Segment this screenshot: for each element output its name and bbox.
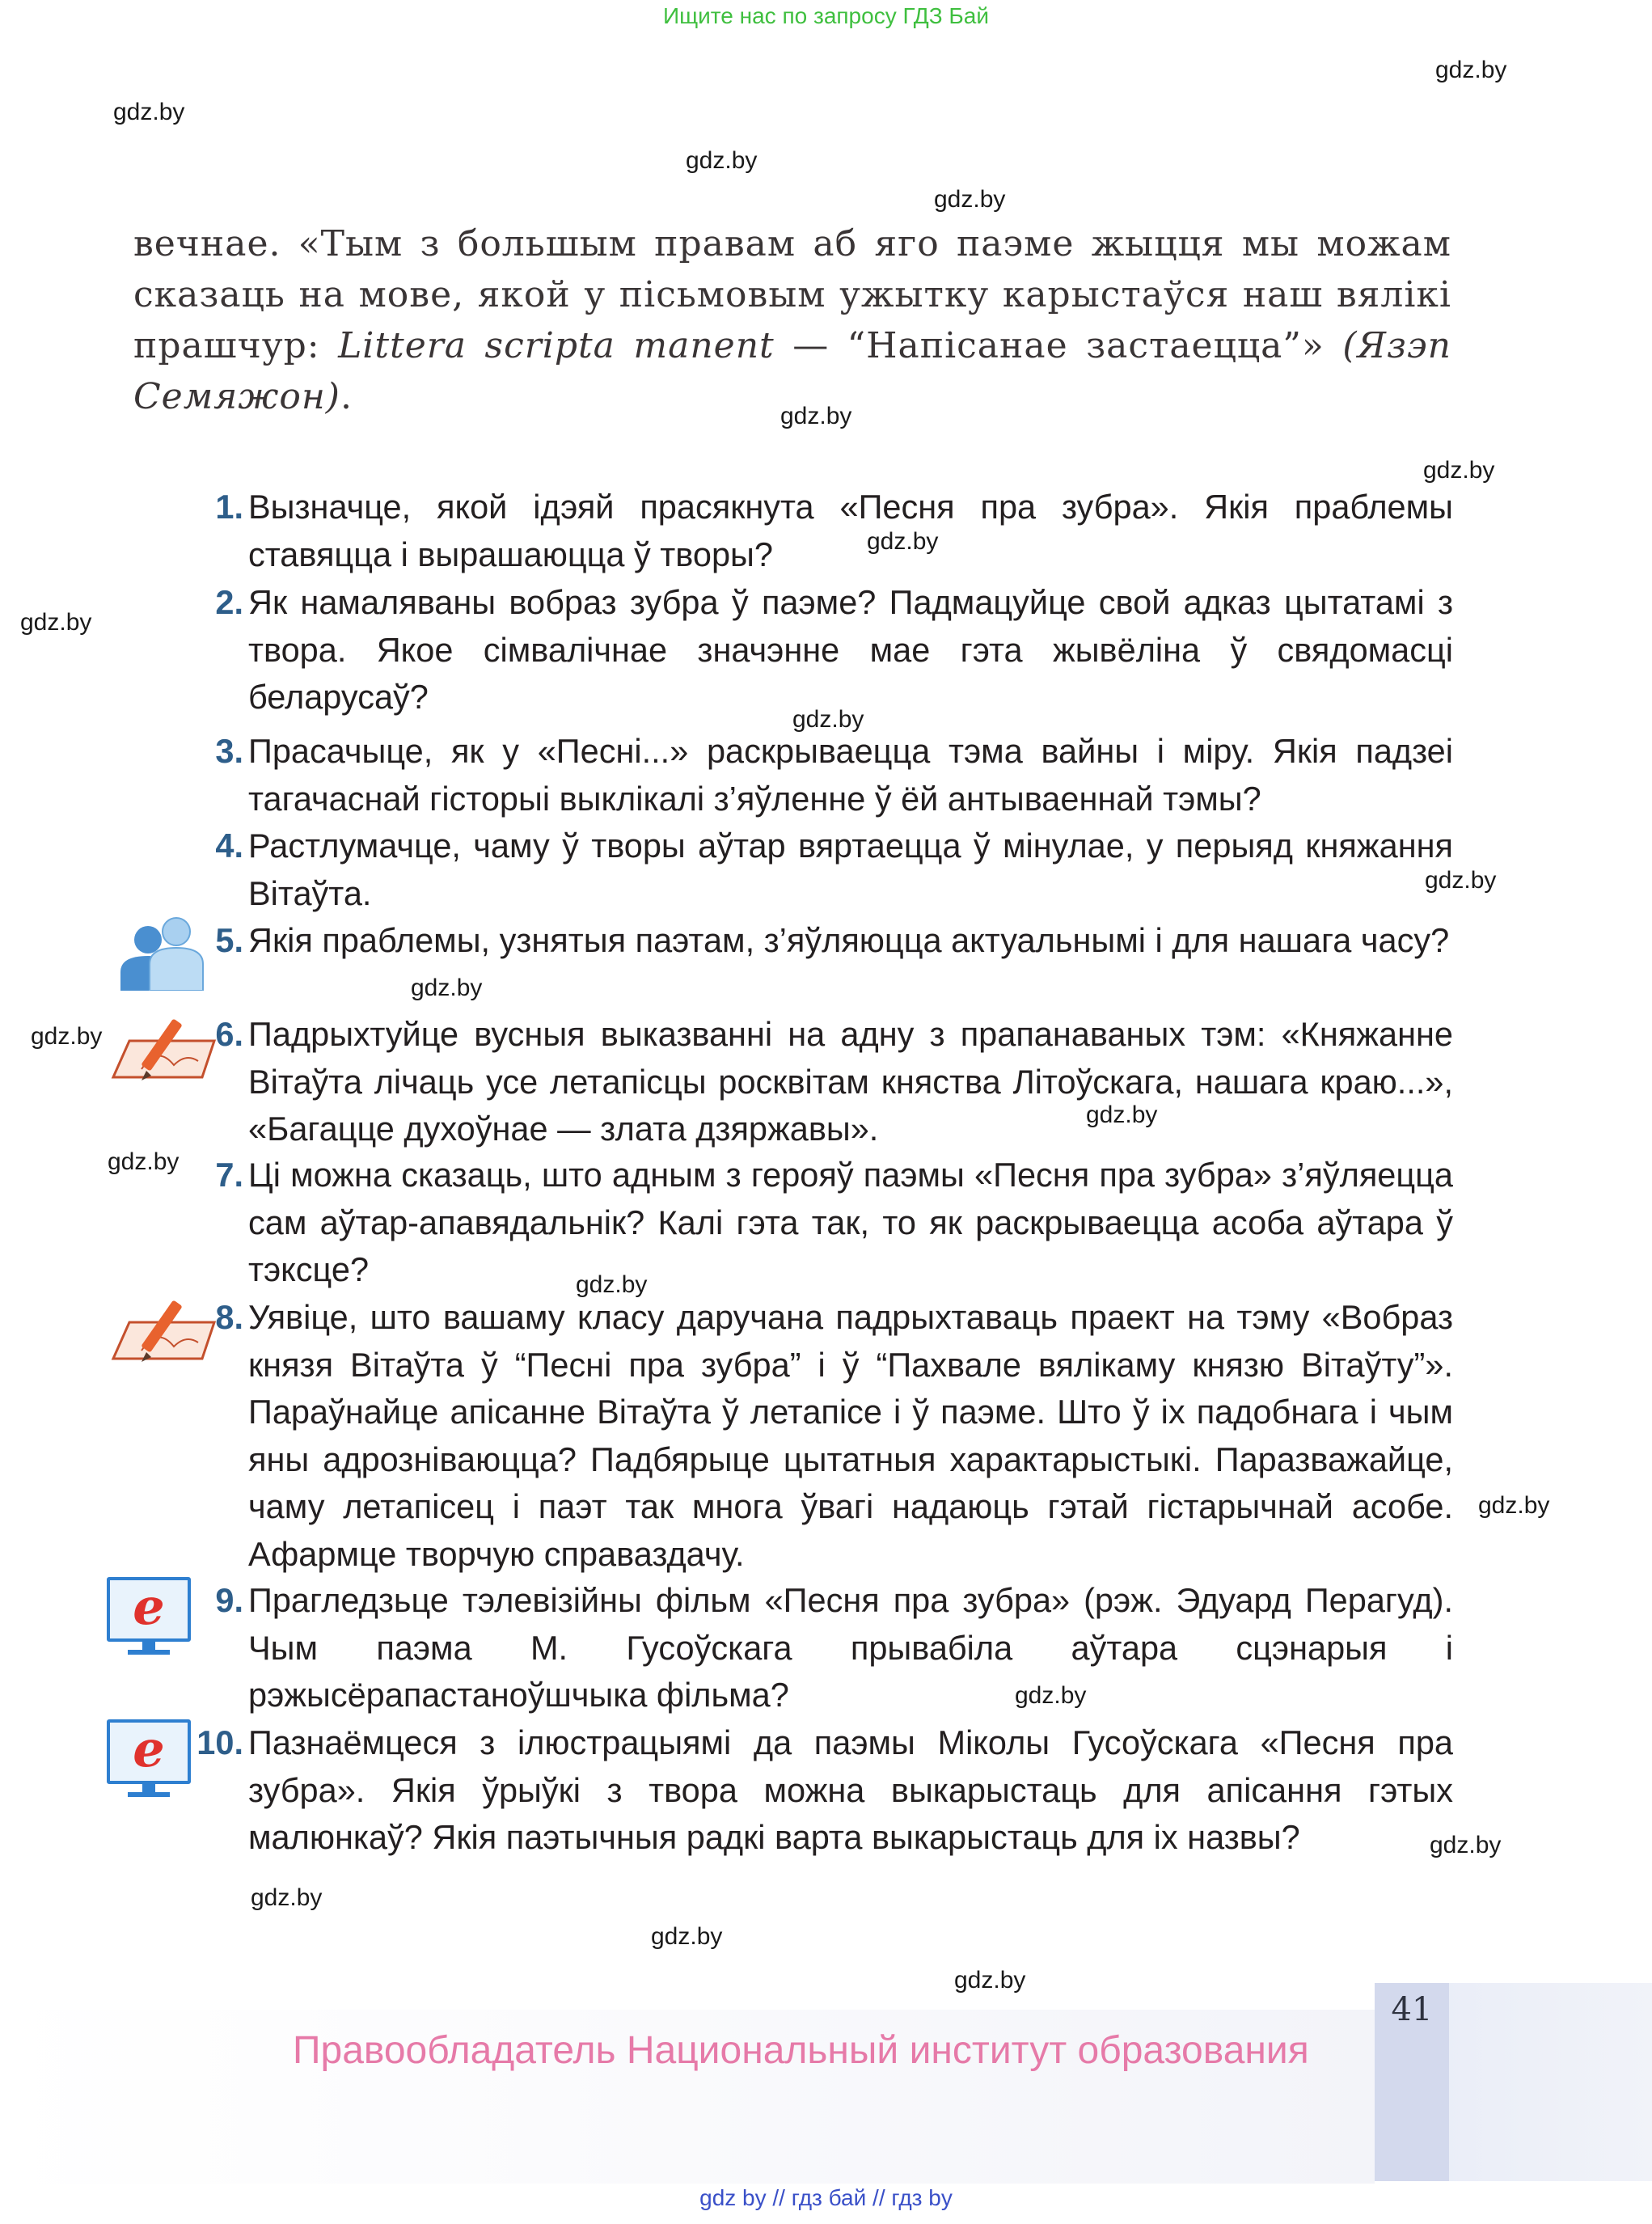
watermark: gdz.by [1423,457,1495,484]
question-item [215,484,1453,578]
question-text: Як намаляваны вобраз зубра ў паэме? Падмацуйце свой адказ цытатамі з твора. Якое сімвалічнае значэнне мае гэта жывёліна ў свядомасці беларусаў? [248,583,1453,716]
question-text: Ці можна сказаць, што адным з герояў паэмы «Песня пра зубра» з’яўляецца сам аўтар-апавядальнік? Калі гэта так, то як раскрываецца асоба аўтара ў тэксце? [248,1156,1453,1288]
watermark: gdz.by [108,1148,180,1175]
question-item [215,1011,1453,1153]
question-number: 1. [215,488,243,526]
question-text: Падрыхтуйце вусныя выказванні на адну з прапанаваных тэм: «Княжанне Вітаўта лічаць усе летапісцы росквітам княства Літоўскага, нашага краю...», «Багацце духоўнае — злата дзяржавы». [248,1015,1453,1148]
question-number: 2. [215,583,243,621]
top-banner[interactable]: Ищите нас по запросу ГДЗ Бай [662,3,990,28]
people-icon [116,914,205,991]
watermark: gdz.by [934,186,1006,213]
watermark: gdz.by [1425,867,1497,894]
watermark: gdz.by [411,975,483,1001]
footer-links[interactable]: gdz by // гдз бай // гдз by [699,2185,953,2210]
question-item [215,822,1453,917]
intro-end: . [340,376,353,417]
watermark: gdz.by [686,147,758,174]
question-number: 5. [215,921,243,959]
question-item [215,1577,1453,1719]
watermark: gdz.by [1015,1682,1087,1709]
question-text: Вызначце, якой ідэяй прасякнута «Песня пра зубра». Якія праблемы ставяцца і вырашаюцца ў творы? [248,488,1453,573]
page-number: 41 [1391,1991,1433,2028]
intro-translation: — “Напісанае застаецца”» [774,325,1343,366]
question-number: 3. [215,732,243,770]
watermark: gdz.by [651,1923,723,1950]
question-number: 8. [215,1298,243,1336]
question-number: 10. [196,1723,243,1761]
watermark: gdz.by [954,1967,1026,1994]
question-item [215,917,1453,965]
watermark: gdz.by [113,99,185,125]
quote-author: (Язэп Семяжон) [133,325,1451,417]
question-item [215,728,1453,822]
watermark: gdz.by [780,403,852,429]
intro-paragraph [133,218,1451,422]
watermark: gdz.by [20,609,92,636]
copyright-notice: Правообладатель Национальный институт образования [293,2029,1309,2072]
question-text: Якія праблемы, узнятыя паэтам, з’яўляюцца актуальнымі і для нашага часу? [248,921,1450,959]
pencil-notebook-icon [109,1013,218,1081]
latin-quote: Littera scripta manent [338,325,775,366]
watermark: gdz.by [576,1271,648,1298]
watermark: gdz.by [1478,1492,1550,1519]
watermark: gdz.by [251,1884,323,1911]
question-item [215,1294,1453,1578]
watermark: gdz.by [1430,1832,1502,1858]
question-text: Прасачыце, як у «Песні...» раскрываецца тэма вайны і міру. Якія падзеі тагачаснай гісторыі выклікалі з’яўленне ў ёй антываеннай тэмы? [248,732,1453,818]
question-text: Пазнаёмцеся з ілюстрацыямі да паэмы Міколы Гусоўскага «Песня пра зубра». Якія ўрыўкі з твора можна выкарыстаць для апісання гэтых малюнкаў? Якія паэтычныя радкі варта выкарыстаць для іх назвы? [248,1723,1453,1856]
watermark: gdz.by [792,706,864,733]
pencil-notebook-icon [109,1294,218,1363]
watermark: gdz.by [1435,57,1507,83]
question-number: 9. [215,1581,243,1619]
watermark: gdz.by [867,528,939,555]
question-item [215,1152,1453,1294]
question-item [215,579,1453,721]
e-monitor-icon [107,1577,188,1658]
watermark: gdz.by [31,1023,103,1050]
watermark: gdz.by [1086,1101,1158,1128]
monitor-letter: e [133,1719,165,1778]
e-monitor-icon [107,1719,188,1800]
question-text: Прагледзьце тэлевізійны фільм «Песня пра зубра» (рэж. Эдуард Перагуд). Чым паэма М. Гусоўскага прывабіла аўтара сцэнарыя і рэжысёрапастаноўшчыка фільма? [248,1581,1453,1714]
monitor-letter: e [133,1577,165,1636]
question-number: 6. [215,1015,243,1053]
intro-text: вечнае. «Тым з большым правам аб яго паэме жыцця мы можам сказаць на мове, якой у пісьмовым ужытку карыстаўся наш вялікі прашчур: [133,223,1451,366]
question-number: 7. [215,1156,243,1194]
question-text: Растлумачце, чаму ў творы аўтар вяртаецца ў мінулае, у перыяд княжання Вітаўта. [248,827,1453,912]
question-item [196,1719,1453,1862]
question-number: 4. [215,827,243,865]
question-text: Уявіце, што вашаму класу даручана падрыхтаваць праект на тэму «Вобраз князя Вітаўта ў “Песні пра зубра” і ў “Пахвале вялікаму князю Вітаўту”». Параўнайце апісанне Вітаўта ў летапісе і ў паэме. Што ў іх падобнага і чым яны адрозніваюцца? Падбярыце цытатныя характарыстыкі. Паразважайце, чаму летапісец і паэт так многа ўвагі надаюць гэтай гістарычнай асобе. Афармце творчую справаздачу. [248,1298,1453,1573]
